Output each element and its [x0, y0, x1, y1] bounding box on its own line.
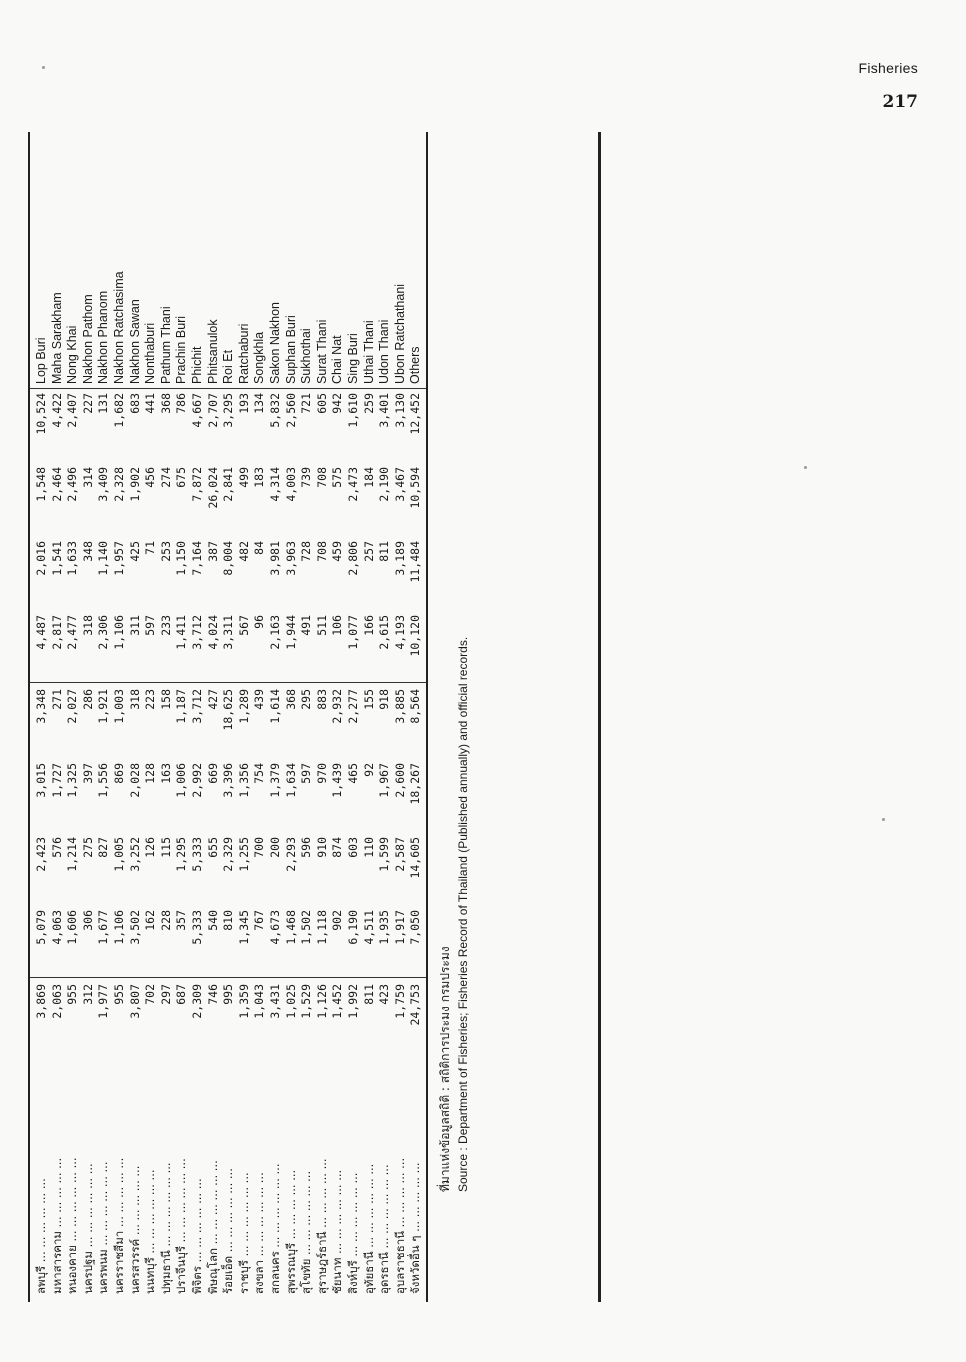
value-cell: 728	[299, 541, 314, 562]
province-thai: ลพบุรี ... ... ... ... ... ...	[34, 1178, 48, 1294]
value-cell: 3,252	[127, 837, 142, 872]
value-cell: 669	[205, 763, 220, 784]
value-cell: 2,600	[392, 763, 407, 798]
value-cell: 1,759	[392, 984, 407, 1019]
province-english: Ratchaburi	[236, 323, 251, 384]
value-cell: 1,295	[174, 837, 189, 872]
value-cell: 2,464	[49, 467, 64, 502]
value-cell: 995	[221, 984, 236, 1005]
value-cell: 2,806	[346, 541, 360, 576]
value-cell: 106	[330, 615, 345, 636]
value-cell: 511	[314, 615, 329, 636]
value-cell: 348	[80, 541, 95, 562]
value-cell: 1,957	[112, 541, 126, 576]
value-cell: 3,869	[34, 984, 48, 1019]
province-thai: สงขลา ... ... ... ... ... ...	[252, 1172, 267, 1294]
value-cell: 910	[314, 837, 329, 858]
value-cell: 2,817	[49, 615, 64, 650]
value-cell: 3,963	[283, 541, 298, 576]
value-cell: 223	[143, 689, 158, 710]
value-cell: 2,306	[96, 615, 111, 650]
value-cell: 2,028	[127, 763, 142, 798]
value-cell: 955	[65, 984, 80, 1005]
value-cell: 274	[158, 467, 173, 488]
value-cell: 1,682	[112, 393, 126, 428]
province-thai: ปทุมธานี ... ... ... ... ... ...	[158, 1162, 173, 1294]
value-cell: 465	[346, 763, 360, 784]
value-cell: 746	[205, 984, 220, 1005]
province-thai: สุโขทัย ... ... ... ... ... ...	[299, 1170, 314, 1294]
value-cell: 2,423	[34, 837, 48, 872]
value-cell: 4,511	[361, 910, 376, 945]
value-cell: 708	[314, 541, 329, 562]
province-english: Surat Thani	[314, 319, 329, 384]
column-separator	[30, 977, 426, 978]
value-cell: 3,467	[392, 467, 407, 502]
value-cell: 700	[252, 837, 267, 858]
value-cell: 575	[330, 467, 345, 488]
province-english: Nonthaburi	[143, 322, 158, 384]
value-cell: 275	[80, 837, 95, 858]
value-cell: 576	[49, 837, 64, 858]
value-cell: 597	[299, 763, 314, 784]
value-cell: 24,753	[408, 984, 423, 1026]
province-thai: สุราษฎร์ธานี ... ... ... ... ...	[314, 1158, 329, 1294]
value-cell: 605	[314, 393, 329, 414]
value-cell: 1,255	[236, 837, 251, 872]
value-cell: 297	[158, 984, 173, 1005]
value-cell: 4,667	[190, 393, 204, 428]
value-cell: 675	[174, 467, 189, 488]
value-cell: 597	[143, 615, 158, 636]
value-cell: 2,841	[221, 467, 236, 502]
province-thai: นครปฐม ... ... ... ... ... ...	[80, 1163, 95, 1294]
province-thai: นนทบุรี ... ... ... ... ... ...	[143, 1169, 158, 1294]
value-cell: 702	[143, 984, 158, 1005]
value-cell: 312	[80, 984, 95, 1005]
value-cell: 318	[127, 689, 142, 710]
province-thai: หนองคาย ... ... ... ... ... ...	[65, 1157, 80, 1294]
value-cell: 5,333	[190, 910, 204, 945]
value-cell: 456	[143, 467, 158, 488]
value-cell: 687	[174, 984, 189, 1005]
value-cell: 708	[314, 467, 329, 488]
value-cell: 1,633	[65, 541, 80, 576]
value-cell: 259	[361, 393, 376, 414]
province-thai: ชัยนาท ... ... ... ... ... ...	[330, 1169, 345, 1294]
scan-speck	[42, 66, 45, 69]
province-english: Udon Thani	[377, 319, 392, 384]
value-cell: 1,006	[174, 763, 189, 798]
value-cell: 1,118	[314, 910, 329, 945]
value-cell: 1,921	[96, 689, 111, 724]
value-cell: 2,163	[268, 615, 282, 650]
value-cell: 2,190	[377, 467, 392, 502]
province-thai: อุทัยธานี ... ... ... ... ... ...	[361, 1163, 376, 1294]
value-cell: 3,885	[392, 689, 407, 724]
value-cell: 14,605	[408, 837, 423, 879]
value-cell: 271	[49, 689, 64, 710]
page-header	[859, 60, 919, 112]
value-cell: 314	[80, 467, 95, 488]
value-cell: 227	[80, 393, 95, 414]
source-english: Source : Department of Fisheries; Fisheries Record of Thailand (Published annually) and official records.	[456, 636, 470, 1192]
value-cell: 286	[80, 689, 95, 710]
value-cell: 1,005	[112, 837, 126, 872]
value-cell: 1,106	[112, 615, 126, 650]
province-english: Nakhon Phanom	[96, 290, 111, 384]
value-cell: 128	[143, 763, 158, 784]
province-english: Nakhon Pathom	[80, 294, 95, 384]
value-cell: 368	[283, 689, 298, 710]
value-cell: 482	[236, 541, 251, 562]
value-cell: 810	[221, 910, 236, 931]
scan-speck	[804, 466, 807, 469]
value-cell: 499	[236, 467, 251, 488]
value-cell: 1,140	[96, 541, 111, 576]
value-cell: 1,439	[330, 763, 345, 798]
value-cell: 162	[143, 910, 158, 931]
value-cell: 4,487	[34, 615, 48, 650]
value-cell: 7,050	[408, 910, 423, 945]
value-cell: 357	[174, 910, 189, 931]
province-english: Phichit	[190, 346, 204, 384]
value-cell: 425	[127, 541, 142, 562]
value-cell: 295	[299, 689, 314, 710]
value-cell: 3,712	[190, 615, 204, 650]
value-cell: 126	[143, 837, 158, 858]
value-cell: 3,348	[34, 689, 48, 724]
value-cell: 721	[299, 393, 314, 414]
value-cell: 71	[143, 541, 158, 555]
value-cell: 257	[361, 541, 376, 562]
value-cell: 1,289	[236, 689, 251, 724]
value-cell: 1,944	[283, 615, 298, 650]
value-cell: 7,164	[190, 541, 204, 576]
value-cell: 387	[205, 541, 220, 562]
value-cell: 158	[158, 689, 173, 710]
value-cell: 1,599	[377, 837, 392, 872]
province-english: Others	[408, 346, 423, 384]
value-cell: 754	[252, 763, 267, 784]
value-cell: 2,477	[65, 615, 80, 650]
value-cell: 2,496	[65, 467, 80, 502]
province-english: Phitsanulok	[205, 319, 220, 384]
province-english: Lop Buri	[34, 337, 48, 384]
value-cell: 228	[158, 910, 173, 931]
value-cell: 1,126	[314, 984, 329, 1019]
scan-speck	[882, 818, 885, 821]
value-cell: 4,673	[268, 910, 282, 945]
value-cell: 3,401	[377, 393, 392, 428]
value-cell: 2,992	[190, 763, 204, 798]
value-cell: 3,409	[96, 467, 111, 502]
value-cell: 1,468	[283, 910, 298, 945]
page-number: 217	[882, 92, 918, 112]
value-cell: 683	[127, 393, 142, 414]
value-cell: 1,634	[283, 763, 298, 798]
value-cell: 596	[299, 837, 314, 858]
value-cell: 427	[205, 689, 220, 710]
value-cell: 970	[314, 763, 329, 784]
value-cell: 1,359	[236, 984, 251, 1019]
value-cell: 883	[314, 689, 329, 710]
value-cell: 18,267	[408, 763, 423, 805]
province-thai: อุดรธานี ... ... ... ... ... ...	[377, 1164, 392, 1294]
value-cell: 3,015	[34, 763, 48, 798]
value-cell: 4,193	[392, 615, 407, 650]
value-cell: 491	[299, 615, 314, 636]
value-cell: 26,024	[205, 467, 220, 509]
province-english: Ubon Ratchathani	[392, 283, 407, 384]
value-cell: 166	[361, 615, 376, 636]
value-cell: 2,016	[34, 541, 48, 576]
value-cell: 1,150	[174, 541, 189, 576]
value-cell: 1,610	[346, 393, 360, 428]
province-english: Roi Et	[221, 349, 236, 384]
value-cell: 1,529	[299, 984, 314, 1019]
value-cell: 8,564	[408, 689, 423, 724]
value-cell: 92	[361, 763, 376, 777]
column-separator	[30, 388, 426, 389]
value-cell: 811	[361, 984, 376, 1005]
value-cell: 4,003	[283, 467, 298, 502]
value-cell: 767	[252, 910, 267, 931]
value-cell: 1,325	[65, 763, 80, 798]
value-cell: 2,407	[65, 393, 80, 428]
province-english: Sakon Nakhon	[268, 301, 282, 384]
value-cell: 163	[158, 763, 173, 784]
province-thai: ปราจีนบุรี ... ... ... ... ... ...	[174, 1158, 189, 1294]
value-cell: 1,935	[377, 910, 392, 945]
value-cell: 134	[252, 393, 267, 414]
value-cell: 5,079	[34, 910, 48, 945]
value-cell: 1,187	[174, 689, 189, 724]
province-thai: นครราชสีมา ... ... ... ... ...	[112, 1157, 126, 1294]
value-cell: 874	[330, 837, 345, 858]
value-cell: 200	[268, 837, 282, 858]
province-english: Maha Sarakham	[49, 292, 64, 384]
value-cell: 439	[252, 689, 267, 710]
value-cell: 459	[330, 541, 345, 562]
value-cell: 739	[299, 467, 314, 488]
value-cell: 5,832	[268, 393, 282, 428]
table-row	[404, 132, 426, 1302]
province-thai: สิงห์บุรี ... ... ... ... ... ...	[346, 1172, 360, 1294]
value-cell: 2,615	[377, 615, 392, 650]
value-cell: 6,190	[346, 910, 360, 945]
value-cell: 3,189	[392, 541, 407, 576]
province-english: Uthai Thani	[361, 320, 376, 384]
value-cell: 540	[205, 910, 220, 931]
value-cell: 567	[236, 615, 251, 636]
source-thai: ที่มาแห่งข้อมูลสถิติ : สถิติการประมง กรมประมง	[438, 946, 452, 1192]
value-cell: 10,120	[408, 615, 423, 657]
value-cell: 155	[361, 689, 376, 710]
value-cell: 1,077	[346, 615, 360, 650]
value-cell: 318	[80, 615, 95, 636]
value-cell: 10,594	[408, 467, 423, 509]
value-cell: 1,606	[65, 910, 80, 945]
value-cell: 3,502	[127, 910, 142, 945]
value-cell: 3,130	[392, 393, 407, 428]
province-thai: จังหวัดอื่น ๆ ... ... ... ... ...	[408, 1162, 423, 1294]
value-cell: 84	[252, 541, 267, 555]
value-cell: 811	[377, 541, 392, 562]
value-cell: 1,106	[112, 910, 126, 945]
province-thai: สกลนคร ... ... ... ... ... ...	[268, 1163, 282, 1294]
value-cell: 2,063	[49, 984, 64, 1019]
province-thai: อุบลราชธานี ... ... ... ... ...	[392, 1157, 407, 1294]
value-cell: 2,293	[283, 837, 298, 872]
value-cell: 110	[361, 837, 376, 858]
value-cell: 1,345	[236, 910, 251, 945]
value-cell: 1,977	[96, 984, 111, 1019]
value-cell: 10,524	[34, 393, 48, 435]
province-english: Pathum Thani	[158, 306, 173, 384]
value-cell: 1,214	[65, 837, 80, 872]
value-cell: 3,981	[268, 541, 282, 576]
value-cell: 96	[252, 615, 267, 629]
value-cell: 2,707	[205, 393, 220, 428]
value-cell: 2,329	[221, 837, 236, 872]
value-cell: 1,379	[268, 763, 282, 798]
value-cell: 1,967	[377, 763, 392, 798]
province-english: Sing Buri	[346, 333, 360, 384]
value-cell: 2,560	[283, 393, 298, 428]
value-cell: 1,614	[268, 689, 282, 724]
value-cell: 3,807	[127, 984, 142, 1019]
section-title: Fisheries	[858, 60, 918, 76]
value-cell: 942	[330, 393, 345, 414]
value-cell: 1,727	[49, 763, 64, 798]
value-cell: 1,992	[346, 984, 360, 1019]
province-english: Suphan Buri	[283, 315, 298, 384]
province-thai: ร้อยเอ็ด ... ... ... ... ... ...	[221, 1168, 236, 1294]
province-english: Sukhothai	[299, 328, 314, 384]
value-cell: 1,043	[252, 984, 267, 1019]
value-cell: 918	[377, 689, 392, 710]
province-english: Songkhla	[252, 331, 267, 384]
value-cell: 233	[158, 615, 173, 636]
province-thai: ราชบุรี ... ... ... ... ... ...	[236, 1172, 251, 1294]
value-cell: 1,677	[96, 910, 111, 945]
value-cell: 423	[377, 984, 392, 1005]
value-cell: 311	[127, 615, 142, 636]
value-cell: 1,502	[299, 910, 314, 945]
province-english: Prachin Buri	[174, 315, 189, 384]
value-cell: 3,431	[268, 984, 282, 1019]
value-cell: 253	[158, 541, 173, 562]
value-cell: 2,932	[330, 689, 345, 724]
value-cell: 2,277	[346, 689, 360, 724]
value-cell: 131	[96, 393, 111, 414]
value-cell: 4,063	[49, 910, 64, 945]
value-cell: 2,309	[190, 984, 204, 1019]
province-english: Nakhon Sawan	[127, 299, 142, 384]
value-cell: 1,548	[34, 467, 48, 502]
province-thai: พิจิตร ... ... ... ... ... ...	[190, 1178, 204, 1294]
value-cell: 1,541	[49, 541, 64, 576]
value-cell: 1,917	[392, 910, 407, 945]
value-cell: 603	[346, 837, 360, 858]
value-cell: 3,396	[221, 763, 236, 798]
value-cell: 902	[330, 910, 345, 931]
value-cell: 786	[174, 393, 189, 414]
value-cell: 1,556	[96, 763, 111, 798]
value-cell: 1,025	[283, 984, 298, 1019]
value-cell: 2,587	[392, 837, 407, 872]
value-cell: 4,024	[205, 615, 220, 650]
value-cell: 8,004	[221, 541, 236, 576]
province-thai: นครพนม ... ... ... ... ... ...	[96, 1161, 111, 1294]
value-cell: 3,712	[190, 689, 204, 724]
value-cell: 655	[205, 837, 220, 858]
value-cell: 12,452	[408, 393, 423, 435]
value-cell: 18,625	[221, 689, 236, 731]
value-cell: 1,356	[236, 763, 251, 798]
value-cell: 869	[112, 763, 126, 784]
province-english: Chai Nat	[330, 335, 345, 384]
value-cell: 1,452	[330, 984, 345, 1019]
value-cell: 955	[112, 984, 126, 1005]
province-thai: นครสวรรค์ ... ... ... ... ...	[127, 1165, 142, 1294]
value-cell: 193	[236, 393, 251, 414]
value-cell: 3,295	[221, 393, 236, 428]
value-cell: 1,003	[112, 689, 126, 724]
column-separator	[30, 682, 426, 683]
value-cell: 11,484	[408, 541, 423, 583]
province-thai: พิษณุโลก ... ... ... ... ... ...	[205, 1160, 220, 1294]
province-english: Nong Khai	[65, 325, 80, 384]
value-cell: 827	[96, 837, 111, 858]
value-cell: 306	[80, 910, 95, 931]
value-cell: 4,422	[49, 393, 64, 428]
value-cell: 5,333	[190, 837, 204, 872]
value-cell: 441	[143, 393, 158, 414]
value-cell: 3,311	[221, 615, 236, 650]
value-cell: 368	[158, 393, 173, 414]
value-cell: 1,902	[127, 467, 142, 502]
value-cell: 115	[158, 837, 173, 858]
rotated-table	[30, 132, 630, 1302]
value-cell: 183	[252, 467, 267, 488]
value-cell: 2,473	[346, 467, 360, 502]
value-cell: 7,872	[190, 467, 204, 502]
province-thai: มหาสารคาม ... ... ... ... ...	[49, 1157, 64, 1294]
value-cell: 2,328	[112, 467, 126, 502]
value-cell: 4,314	[268, 467, 282, 502]
value-cell: 1,411	[174, 615, 189, 650]
province-english: Nakhon Ratchasima	[112, 271, 126, 384]
value-cell: 2,027	[65, 689, 80, 724]
value-cell: 184	[361, 467, 376, 488]
province-thai: สุพรรณบุรี ... ... ... ... ...	[283, 1169, 298, 1294]
value-cell: 397	[80, 763, 95, 784]
table-bottom-rule	[598, 132, 601, 1302]
